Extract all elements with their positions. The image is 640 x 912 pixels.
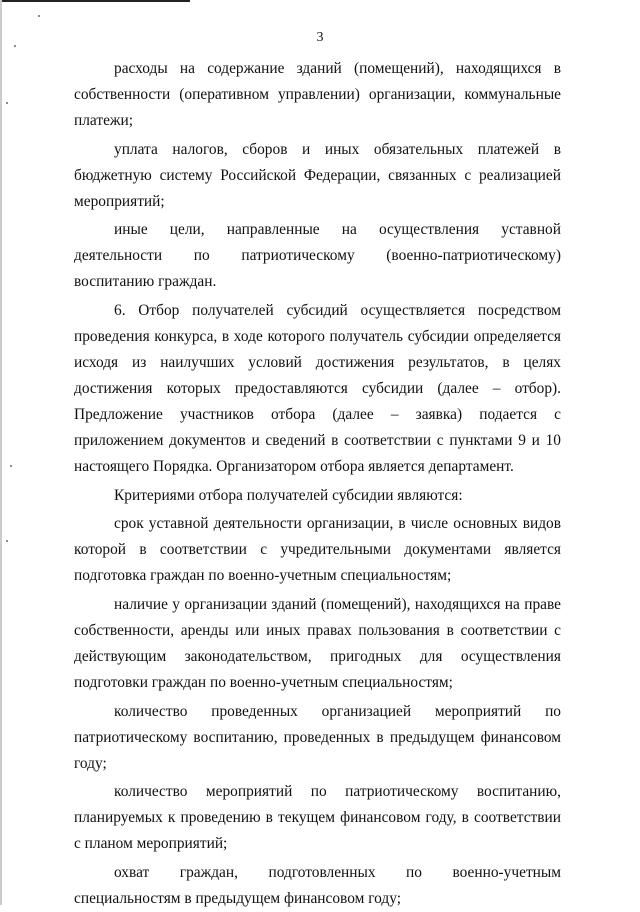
paragraph-criterion-coverage: охват граждан, подготовленных по военно-учетным специальностям в предыдущем финансовом году;	[74, 864, 561, 908]
paragraph-criterion-activity-term: срок уставной деятельности организации, в числе основных видов которой в соответствии с учредительными документами является подготовка граждан по военно-учетным специальностям;	[74, 515, 561, 585]
paragraph-criteria-heading: Критериями отбора получателей субсидии являются:	[114, 486, 463, 504]
paragraph-criterion-events-planned: количество мероприятий по патриотическому воспитанию, планируемых к проведению в текущем финансовом году, в соответствии с планом мероприятий;	[74, 783, 561, 853]
scan-edge-left	[0, 0, 2, 905]
document-body	[74, 56, 561, 912]
scan-speck	[6, 540, 8, 542]
paragraph-taxes: уплата налогов, сборов и иных обязательных платежей в бюджетную систему Российской Федерации, связанных с реализацией мероприятий;	[74, 140, 561, 210]
scan-speck	[38, 15, 40, 17]
paragraph-building-expenses: расходы на содержание зданий (помещений), находящихся в собственности (оперативном управлении) организации, коммунальные платежи;	[74, 60, 561, 129]
scan-speck	[6, 102, 8, 104]
page-number: 3	[316, 30, 324, 45]
paragraph-criterion-events-held: количество проведенных организацией мероприятий по патриотическому воспитанию, проведенных в предыдущем финансовом году;	[74, 702, 561, 772]
scan-speck	[10, 465, 12, 467]
paragraph-criterion-premises: наличие у организации зданий (помещений), находящихся на праве собственности, аренды или иных правах пользования в соответствии с действующим законодательством, пригодных для осуществления подготовки граждан по военно-учетным специальностям;	[74, 596, 561, 691]
paragraph-selection-procedure: 6. Отбор получателей субсидий осуществляется посредством проведения конкурса, в ходе которого получатель субсидии определяется исходя из наилучших условий достижения результатов, в целях достижения которых предоставляются субсидии (далее – отбор). Предложение участников отбора (далее – заявка) подается с приложением документов и сведений в соответствии с пунктами 9 и 10 настоящего Порядка. Организатором отбора является департамент.	[74, 302, 561, 475]
paragraph-other-goals: иные цели, направленные на осуществления уставной деятельности по патриотическому (военно-патриотическому) воспитанию граждан.	[74, 221, 561, 291]
scan-edge-top	[0, 0, 190, 2]
